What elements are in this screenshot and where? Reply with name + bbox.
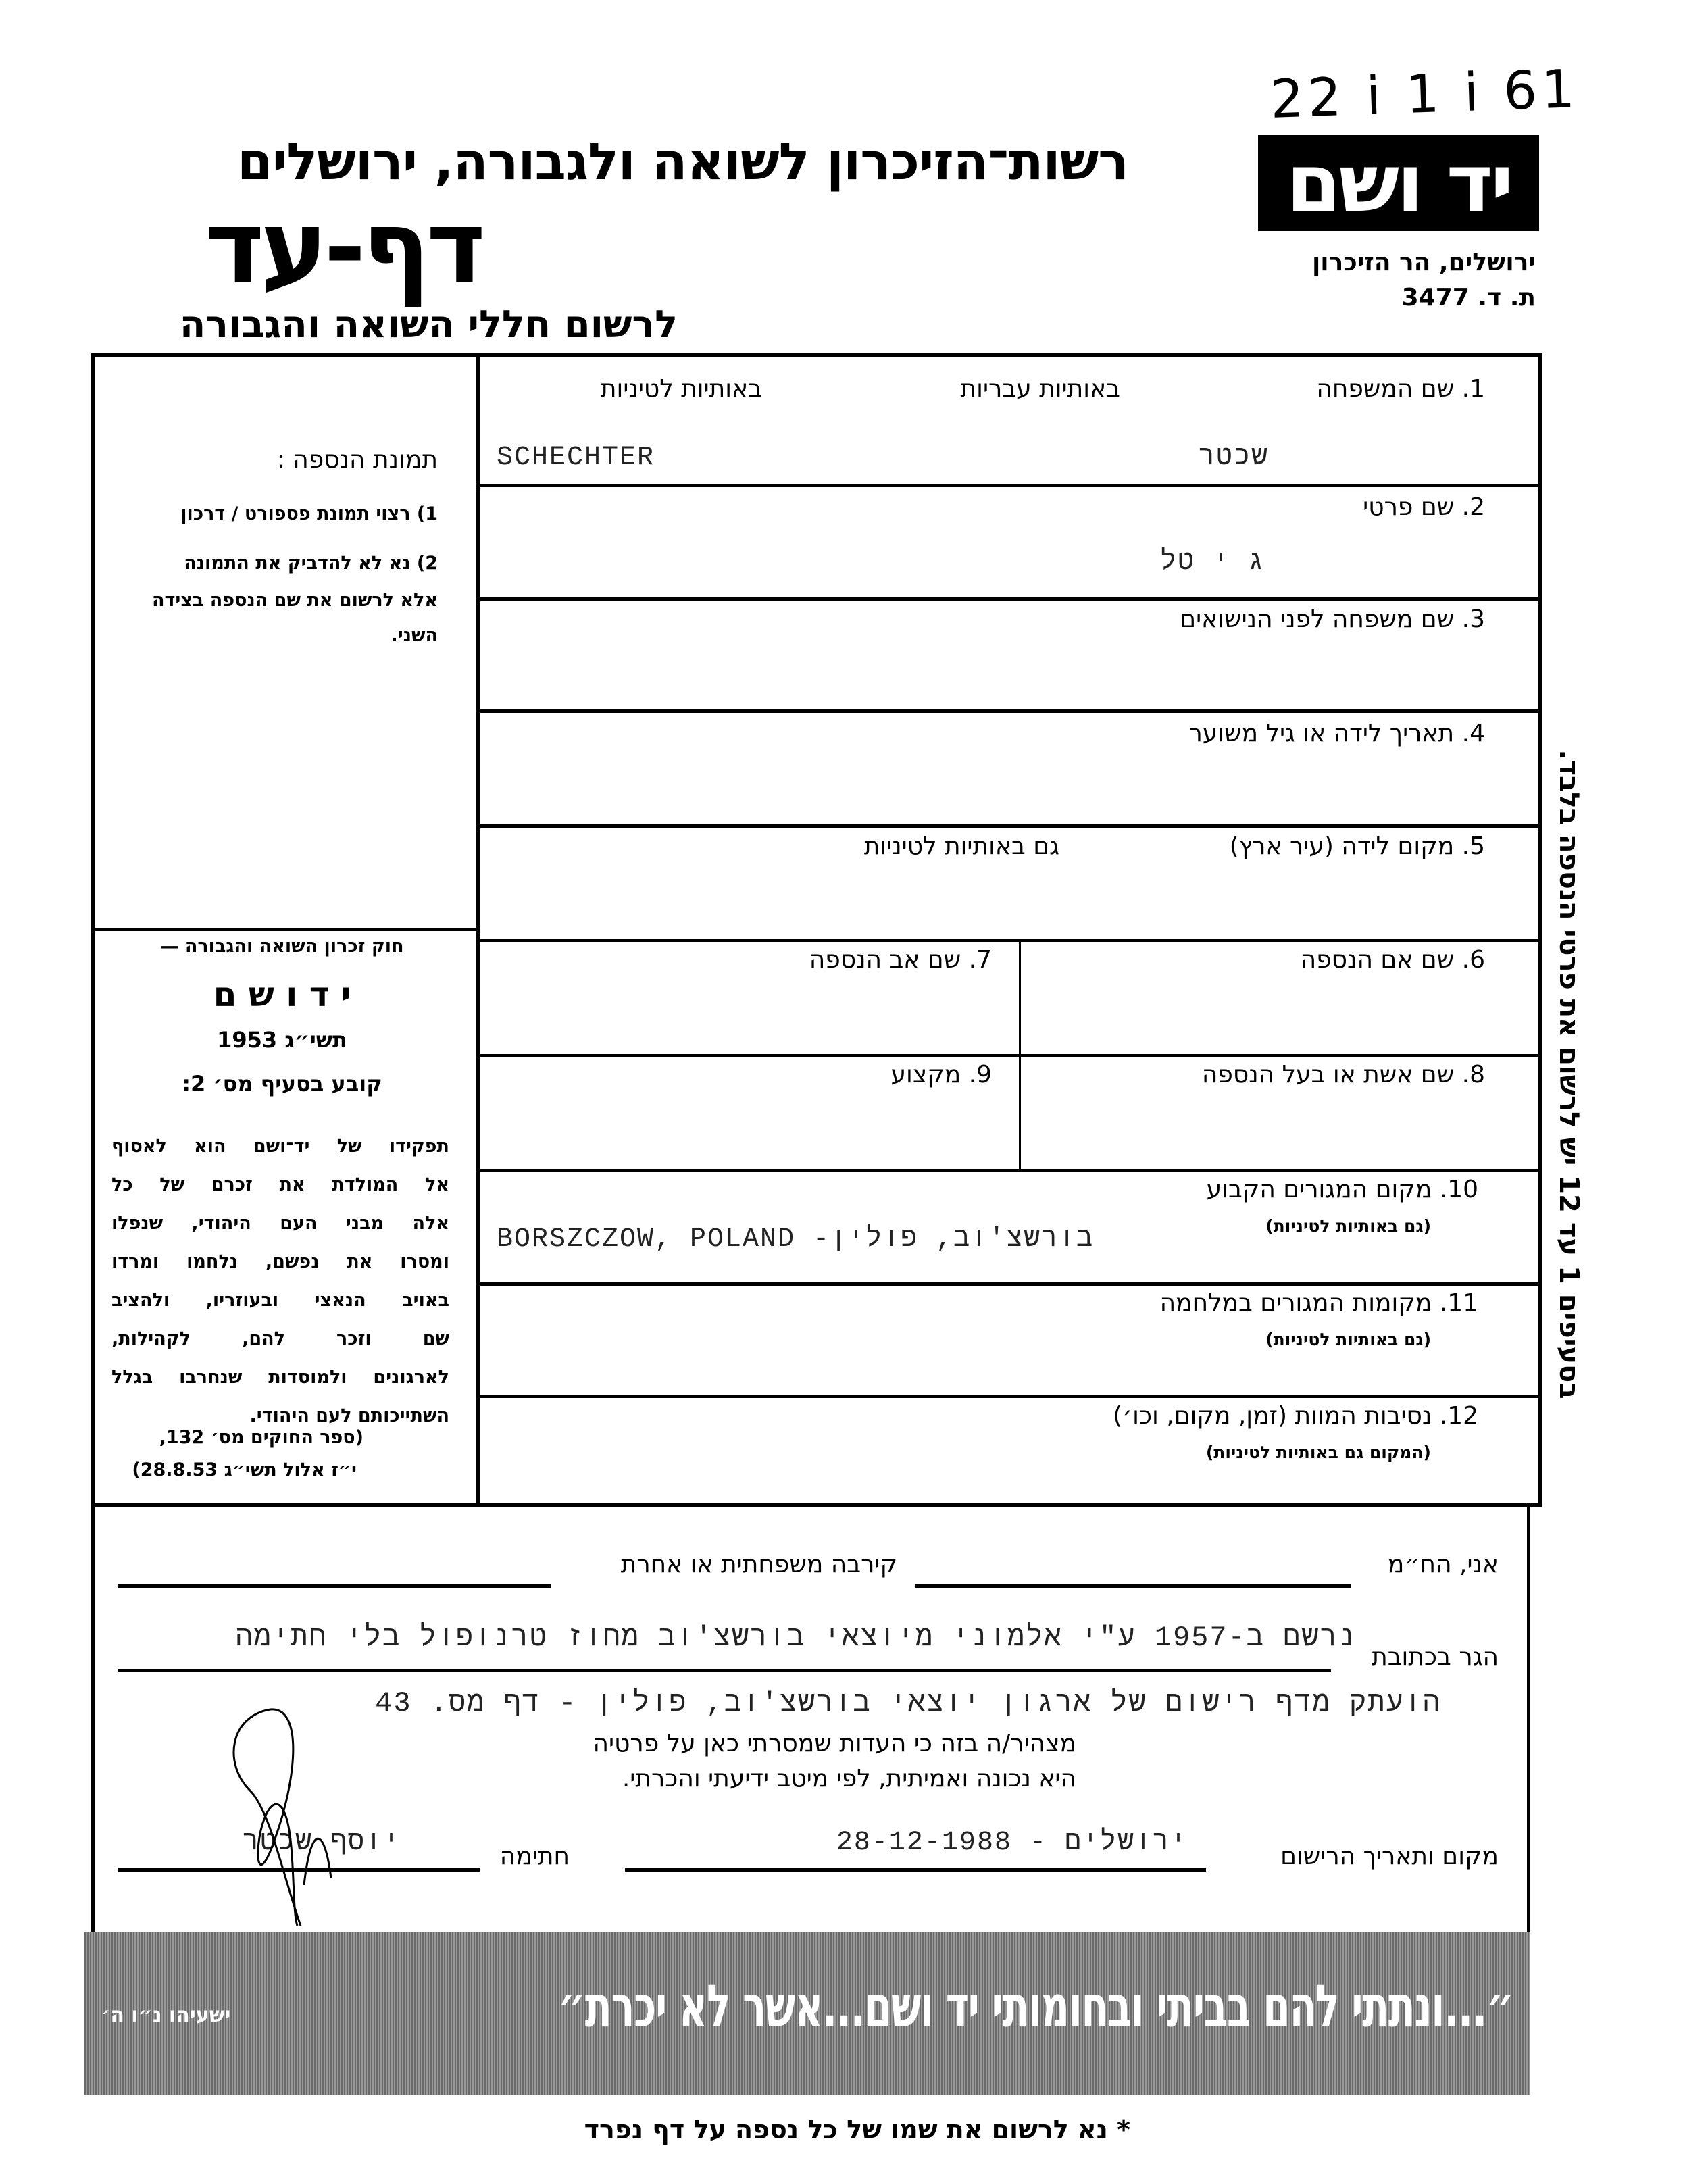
first-name-value[interactable]: ג י טל (1159, 547, 1265, 578)
page-title: דף-עד (205, 189, 482, 307)
law-line: השתייכותם לעם היהודי. (249, 1405, 449, 1426)
handwritten-number: 22 i 1 i 61 (1269, 59, 1580, 130)
surname-latin-value[interactable]: SCHECHTER (497, 443, 655, 473)
page-subtitle: לרשום חללי השואה והגבורה (179, 303, 678, 347)
field-9-label: 9. מקצוע (890, 1061, 992, 1088)
field-3-label: 3. שם משפחה לפני הנישואים (1180, 605, 1485, 633)
photo-note-2-line-2: אלא לרשום את שם הנספה בצידה (151, 590, 438, 611)
field-7-label: 7. שם אב הנספה (809, 946, 992, 974)
law-line: תפקידו של יד־ושם הוא לאסוף (111, 1136, 449, 1157)
law-citation-1: (ספר החוקים מס׳ 132, (159, 1427, 363, 1448)
quote-banner (84, 1932, 1530, 2095)
latin-letters-header: באותיות לטיניות (600, 375, 762, 403)
signature-typed-value[interactable]: יוסף שכטר (242, 1828, 401, 1858)
field-11-hint: (גם באותיות לטיניות) (1265, 1330, 1431, 1349)
place-date-line[interactable] (625, 1868, 1206, 1872)
field-11-label: 11. מקומות המגורים במלחמה (1159, 1289, 1478, 1317)
law-line: ומסרו את נפשם, נלחמו ומרדו (111, 1251, 449, 1272)
law-clause: קובע בסעיף מס׳ 2: (182, 1071, 382, 1097)
law-line: אלה מבני העם היהודי, שנפלו (111, 1213, 449, 1234)
field-10-hint: (גם באותיות לטיניות) (1265, 1216, 1431, 1236)
surname-hebrew-value[interactable]: שכטר (1198, 443, 1269, 473)
banner-quote: ״...ונתתי להם בביתי ובחומותי יד ושם...אשר לא יכרת״ (557, 1973, 1513, 2041)
banner-source: ישעיהו נ״ו ה׳ (101, 2003, 231, 2027)
law-paragraph (111, 1127, 449, 1435)
undersigned-line[interactable] (915, 1584, 1351, 1588)
yad-vashem-logo (1258, 135, 1539, 231)
field-4-label: 4. תאריך לידה או גיל משוער (1188, 720, 1485, 747)
address-label: הגר בכתובת (1372, 1643, 1499, 1671)
undersigned-label: אני, הח״מ (1387, 1551, 1499, 1578)
footnote: * נא לרשום את שמו של כל נספה על דף נפרד (584, 2115, 1130, 2145)
law-line: שם וזכר להם, לקהילות, (111, 1328, 449, 1349)
signature-label: חתימה (499, 1843, 570, 1870)
law-line: לארגונים ולמוסדות שנחרבו בגלל (111, 1367, 449, 1388)
photo-note-2-line-1: 2) נא לא להדביק את התמונה (184, 553, 438, 574)
place-date-value[interactable]: ירושלים - 28-12-1988 (836, 1828, 1188, 1858)
relation-label: קירבה משפחתית או אחרת (620, 1551, 897, 1578)
side-note: בסעיפים 1 עד 12 יש לרשום את פרטי הנספה בלבד. (1553, 749, 1584, 1399)
field-5-label: 5. מקום לידה (עיר ארץ) (1229, 832, 1485, 860)
law-line: באויב הנאצי ובעוזריו, ולהציב (111, 1290, 449, 1311)
address-line[interactable] (118, 1669, 1331, 1672)
statement-line-1: מצהיר/ה בזה כי העדות שמסרתי כאן על פרטיה (593, 1730, 1076, 1757)
photo-note-2-line-3: השני. (391, 625, 438, 646)
law-year: תשי״ג 1953 (217, 1027, 347, 1053)
law-name: י ד ו ש ם (213, 975, 351, 1014)
field-6-label: 6. שם אם הנספה (1300, 946, 1485, 974)
photo-heading: תמונת הנספה : (276, 446, 438, 474)
hebrew-letters-header: באותיות עבריות (960, 375, 1120, 403)
handwritten-signature (169, 1703, 372, 1946)
address-line-2: ת. ד. 3477 (1401, 284, 1536, 311)
address-line-1: ירושלים, הר הזיכרון (1311, 249, 1536, 276)
relation-line[interactable] (118, 1584, 551, 1588)
law-line: אל המולדת את זכרם של כל (111, 1174, 449, 1195)
permanent-residence-value[interactable]: BORSZCZOW, POLAND -בורשצ'וב, פולין (497, 1224, 1095, 1255)
field-12-hint: (המקום גם באותיות לטיניות) (1205, 1443, 1431, 1462)
copy-note: הועתק מדף רישום של ארגון יוצאי בורשצ'וב, פולין - דף מס. 43 (375, 1687, 1441, 1720)
law-heading: חוק זכרון השואה והגבורה — (160, 936, 404, 957)
field-8-label: 8. שם אשת או בעל הנספה (1201, 1061, 1485, 1088)
field-12-label: 12. נסיבות המוות (זמן, מקום, וכו׳) (1113, 1402, 1478, 1430)
field-5-hint: גם באותיות לטיניות (863, 832, 1059, 860)
law-citation-2: י״ז אלול תשי״ג 28.8.53) (132, 1459, 357, 1480)
field-2-label: 2. שם פרטי (1363, 493, 1485, 521)
logo-text: יד ושם (1286, 136, 1511, 230)
field-10-label: 10. מקום המגורים הקבוע (1206, 1176, 1478, 1203)
place-date-label: מקום ותאריך הרישום (1280, 1843, 1499, 1870)
field-1-label: 1. שם המשפחה (1316, 375, 1485, 403)
photo-note-1: 1) רצוי תמונת פספורט / דרכון (180, 503, 438, 524)
address-value[interactable]: נרשם ב-1957 ע"י אלמוני מיוצאי בורשצ'וב מחוז טרנופול בלי חתימה (235, 1622, 1357, 1654)
organization-title: רשות־הזיכרון לשואה ולגבורה, ירושלים (237, 131, 1128, 191)
statement-line-2: היא נכונה ואמיתית, לפי מיטב ידיעתי והכרתי. (622, 1765, 1076, 1793)
